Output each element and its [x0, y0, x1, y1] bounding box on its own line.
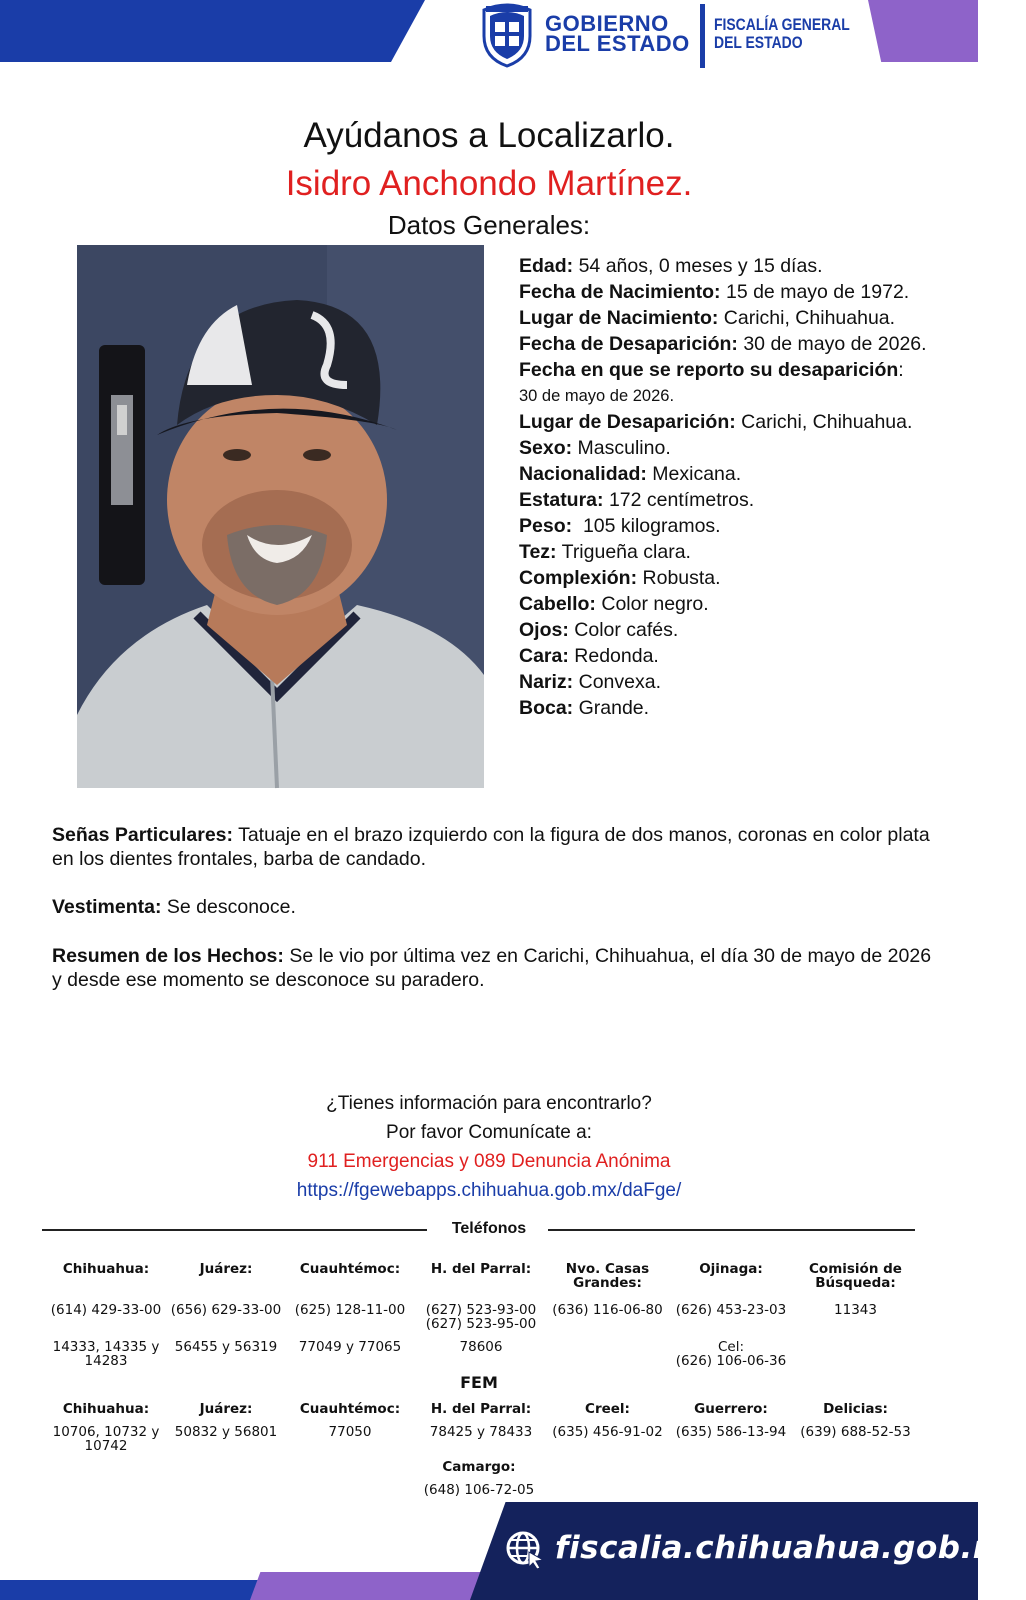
detail-value: Carichi, Chihuahua.	[735, 411, 913, 433]
tel-phone[interactable]: (656) 629-33-00	[170, 1302, 282, 1318]
detail-value: 30 de mayo de 2026.	[519, 387, 675, 405]
fem-heading: Cuauhtémoc:	[299, 1401, 401, 1417]
resumen-text: Se le vio por última vez en Carichi, Chihuahua, el día 30 de mayo de 2026 y desde ese momento se desconoce su paradero.	[52, 945, 932, 991]
detail-value: :	[898, 359, 904, 381]
tel-phone[interactable]: (625) 128-11-00	[294, 1302, 406, 1318]
detail-label: Edad:	[519, 255, 574, 277]
detail-sexo	[519, 435, 939, 461]
senas-text: Tatuaje en el brazo izquierdo con la figura de dos manos, coronas en color plata en los dientes frontales, barba de candado.	[52, 824, 930, 870]
detail-value: Convexa.	[573, 671, 661, 693]
detail-cara	[519, 643, 939, 669]
detail-boca	[519, 695, 939, 721]
resumen-label: Resumen de los Hechos:	[52, 945, 284, 967]
tel-phone[interactable]: (627) 523-93-00 (627) 523-95-00	[425, 1302, 537, 1332]
tel-heading: Chihuahua:	[62, 1261, 150, 1277]
detail-complexion	[519, 565, 939, 591]
tel-phone[interactable]: (626) 453-23-03	[675, 1302, 787, 1318]
camargo-heading: Camargo:	[442, 1459, 516, 1475]
detail-label: Estatura:	[519, 489, 604, 511]
tel-extension: 77049 y 77065	[298, 1339, 402, 1355]
person-photo	[77, 245, 484, 788]
header-purple-band	[868, 0, 978, 62]
fem-title: FEM	[460, 1373, 498, 1392]
fem-value[interactable]: (635) 456-91-02	[552, 1424, 663, 1440]
gobierno-line2: DEL ESTADO	[545, 31, 690, 56]
fiscalia-logo-text	[714, 16, 850, 52]
telefonos-title: Teléfonos	[451, 1220, 527, 1237]
detail-label: Tez:	[519, 541, 557, 563]
detail-label: Boca:	[519, 697, 574, 719]
fem-value: 77050	[328, 1424, 372, 1440]
detail-label: Cara:	[519, 645, 569, 667]
gobierno-line1: GOBIERNO	[545, 11, 669, 36]
detail-lugar-nacimiento	[519, 305, 939, 331]
detail-nariz	[519, 669, 939, 695]
fem-heading: Juárez:	[199, 1401, 253, 1417]
tel-extension: 78606	[459, 1339, 503, 1355]
fem-value[interactable]: (639) 688-52-53	[800, 1424, 911, 1440]
fem-heading: Delicias:	[823, 1401, 888, 1417]
header-separator	[700, 4, 705, 68]
detail-estatura	[519, 487, 939, 513]
detail-label: Cabello:	[519, 593, 596, 615]
senas-particulares	[52, 823, 932, 871]
detail-ojos	[519, 617, 939, 643]
detail-fecha-reporte	[519, 357, 939, 383]
fem-heading: Chihuahua:	[62, 1401, 150, 1417]
report-link[interactable]: https://fgewebapps.chihuahua.gob.mx/daFge/	[296, 1180, 682, 1201]
detail-value: 15 de mayo de 1972.	[720, 281, 910, 303]
detail-value: Color negro.	[595, 593, 709, 615]
contact-please: Por favor Comunícate a:	[386, 1122, 592, 1143]
fem-value: 50832 y 56801	[174, 1424, 278, 1440]
camargo-phone[interactable]: (648) 106-72-05	[423, 1482, 535, 1498]
tel-heading: Comisión de Búsqueda:	[809, 1261, 902, 1291]
fem-value[interactable]: (635) 586-13-94	[675, 1424, 787, 1440]
footer-website[interactable]: fiscalia.chihuahua.gob.mx	[555, 1530, 1026, 1566]
detail-fecha-reporte-value	[519, 383, 939, 409]
vestimenta-label: Vestimenta:	[52, 896, 162, 918]
missing-person-name: Isidro Anchondo Martínez.	[285, 164, 693, 203]
vestimenta	[52, 895, 932, 919]
detail-label: Lugar de Desaparición:	[519, 411, 736, 433]
detail-value: Masculino.	[572, 437, 671, 459]
tel-heading: Nvo. Casas Grandes:	[565, 1261, 650, 1291]
detail-value: Mexicana.	[646, 463, 742, 485]
details-list	[519, 253, 939, 721]
detail-fecha-desaparicion	[519, 331, 939, 357]
tel-extension: 14333, 14335 y 14283	[52, 1339, 160, 1369]
tel-heading: Juárez:	[199, 1261, 253, 1277]
state-shield-icon	[478, 2, 536, 68]
detail-cabello	[519, 591, 939, 617]
detail-value: Grande.	[573, 697, 650, 719]
tel-phone[interactable]: (614) 429-33-00	[50, 1302, 162, 1318]
detail-edad	[519, 253, 939, 279]
resumen-hechos	[52, 944, 932, 992]
detail-value: 105 kilogramos.	[572, 515, 721, 537]
detail-value: Robusta.	[637, 567, 721, 589]
fem-value: 10706, 10732 y 10742	[52, 1424, 160, 1454]
detail-value: Color cafés.	[568, 619, 679, 641]
globe-cursor-icon	[505, 1530, 545, 1570]
detail-value: 172 centímetros.	[603, 489, 755, 511]
detail-label: Fecha en que se reporto su desaparición	[519, 359, 899, 381]
detail-label: Nacionalidad:	[519, 463, 647, 485]
detail-label: Fecha de Desaparición:	[519, 333, 738, 355]
detail-lugar-desaparicion	[519, 409, 939, 435]
footer-purple-band	[250, 1572, 510, 1600]
detail-label: Nariz:	[519, 671, 574, 693]
tel-extension: 56455 y 56319	[174, 1339, 278, 1355]
fem-heading: Guerrero:	[694, 1401, 768, 1417]
fem-heading: Creel:	[585, 1401, 630, 1417]
tel-extension[interactable]: Cel: (626) 106-06-36	[675, 1339, 787, 1369]
detail-label: Ojos:	[519, 619, 569, 641]
fiscalia-line1: FISCALÍA GENERAL	[714, 15, 850, 34]
tel-heading: H. del Parral:	[430, 1261, 532, 1277]
vestimenta-text: Se desconoce.	[161, 896, 296, 918]
detail-tez	[519, 539, 939, 565]
fiscalia-line2: DEL ESTADO	[714, 33, 803, 52]
emergency-numbers: 911 Emergencias y 089 Denuncia Anónima	[307, 1151, 671, 1172]
detail-fecha-nacimiento	[519, 279, 939, 305]
fem-value: 78425 y 78433	[429, 1424, 533, 1440]
tel-phone[interactable]: (636) 116-06-80	[552, 1302, 663, 1318]
header-blue-band	[0, 0, 425, 62]
gobierno-logo-text	[545, 11, 690, 56]
detail-value: Redonda.	[568, 645, 659, 667]
detail-value: 54 años, 0 meses y 15 días.	[573, 255, 823, 277]
contact-question: ¿Tienes información para encontrarlo?	[326, 1093, 652, 1114]
tel-heading: Ojinaga:	[699, 1261, 763, 1277]
detail-value: 30 de mayo de 2026.	[737, 333, 927, 355]
section-title: Datos Generales:	[387, 210, 591, 240]
detail-value: Trigueña clara.	[556, 541, 691, 563]
headline: Ayúdanos a Localizarlo.	[303, 116, 675, 155]
detail-label: Sexo:	[519, 437, 573, 459]
footer-blue-band	[0, 1580, 260, 1600]
detail-nacionalidad	[519, 461, 939, 487]
detail-label: Peso:	[519, 515, 573, 537]
detail-label: Lugar de Nacimiento:	[519, 307, 719, 329]
detail-label: Complexión:	[519, 567, 638, 589]
detail-label: Fecha de Nacimiento:	[519, 281, 721, 303]
detail-value: Carichi, Chihuahua.	[718, 307, 896, 329]
detail-peso	[519, 513, 939, 539]
fem-heading: H. del Parral:	[430, 1401, 532, 1417]
senas-label: Señas Particulares:	[52, 824, 234, 846]
tel-phone[interactable]: 11343	[834, 1302, 877, 1318]
tel-heading: Cuauhtémoc:	[299, 1261, 401, 1277]
